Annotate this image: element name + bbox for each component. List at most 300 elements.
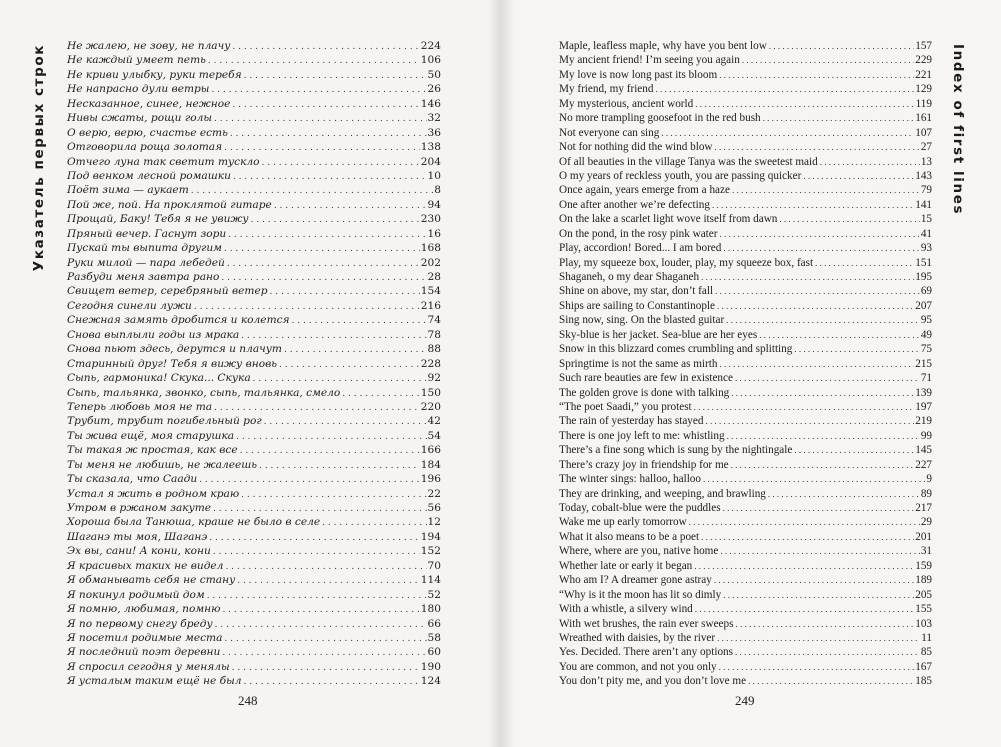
entry-page-number: 230 [420,213,441,226]
entry-page-number: 58 [427,631,441,644]
index-entry [559,241,932,255]
entry-first-line: Я посетил родимые места [67,631,223,644]
entry-page-number: 124 [420,675,441,688]
dot-leader [712,198,914,212]
dot-leader [759,328,920,342]
entry-first-line: Ты такая ж простая, как все [67,444,238,457]
index-entry [67,386,441,400]
index-entry [559,573,932,587]
entry-first-line: You are common, and not you only [559,660,717,673]
entry-page-number: 217 [915,502,932,514]
entry-first-line: Ты жива ещё, моя старушка [67,429,235,442]
index-entry [67,328,441,342]
index-entry [559,429,932,443]
dot-leader [224,632,426,646]
dot-leader [207,589,427,603]
index-entry [67,357,441,371]
index-entry [67,183,441,197]
index-entry [559,674,932,688]
entry-page-number: 89 [920,487,932,500]
right-page-number: 249 [735,693,755,708]
index-entry [67,97,441,111]
dot-leader [689,515,920,529]
entry-first-line: One after another we’re defecting [559,198,710,211]
index-entry [67,284,441,298]
dot-leader [695,602,914,616]
entry-first-line: Не каждый умеет петь [67,54,206,67]
entry-first-line: Пряный вечер. Гаснут зори [67,227,227,240]
entry-page-number: 227 [915,458,932,471]
entry-page-number: 85 [920,646,932,659]
dot-leader [232,40,419,54]
entry-page-number: 99 [920,429,932,442]
entry-first-line: On the lake a scarlet light wove itself from dawn [559,213,778,226]
dot-leader [253,372,427,386]
entry-first-line: Руки милой — пара лебедей [67,256,225,269]
dot-leader [230,127,427,141]
dot-leader [732,183,920,197]
entry-page-number: 74 [427,314,441,327]
dot-leader [720,544,919,558]
entry-page-number: 93 [920,242,932,255]
index-entry [67,530,441,544]
entry-first-line: You don’t pity me, and you don’t love me [559,675,747,688]
dot-leader [726,313,920,327]
index-entry [559,39,932,53]
entry-first-line: Нивы сжаты, рощи голы [67,112,212,125]
entry-first-line: Я помню, любимая, помню [67,603,221,616]
entry-page-number: 151 [915,256,932,269]
entry-first-line: Maple, leafless maple, why have you bent low [559,40,767,52]
dot-leader [735,617,914,631]
dot-leader [794,443,914,457]
dot-leader [236,430,426,444]
index-entry [67,414,441,428]
dot-leader [259,459,420,473]
entry-first-line: Yes. Decided. There aren’t any options [559,646,733,659]
index-entry [67,660,441,674]
index-entry [559,515,932,529]
entry-first-line: Хороша была Танюша, краше не было в селе [67,516,321,529]
dot-leader [719,357,914,371]
entry-first-line: Whether late or early it began [559,559,693,572]
entry-first-line: Shaganeh, o my dear Shaganeh [559,271,700,283]
entry-first-line: With a whistle, a silvery wind [559,603,693,616]
index-entry [559,458,932,472]
dot-leader [717,631,920,645]
dot-leader [221,271,426,285]
dot-leader [215,618,427,632]
entry-page-number: 224 [420,40,441,52]
left-page [0,0,500,747]
entry-first-line: Today, cobalt-blue were the puddles [559,502,721,514]
entry-first-line: They are drinking, and weeping, and brawling [559,487,766,500]
dot-leader [342,387,419,401]
entry-page-number: 166 [420,444,441,457]
dot-leader [274,199,427,213]
index-entry [559,386,932,400]
dot-leader [211,83,426,97]
entry-page-number: 194 [420,530,441,543]
index-entry [67,458,441,472]
entry-page-number: 201 [915,530,932,543]
index-entry [559,400,932,414]
entry-page-number: 154 [420,285,441,298]
entry-page-number: 221 [915,68,932,81]
entry-first-line: The golden grove is done with talking [559,386,730,399]
index-entry [67,256,441,270]
index-entry [559,559,932,573]
index-entry [67,429,441,443]
entry-first-line: Springtime is not the same as mirth [559,357,718,370]
index-entry [67,573,441,587]
entry-first-line: Шаганэ ты моя, Шаганэ [67,530,208,543]
entry-page-number: 189 [915,574,932,587]
index-entry [67,674,441,688]
dot-leader [227,257,420,271]
entry-page-number: 215 [915,357,932,370]
entry-page-number: 107 [915,126,932,139]
entry-first-line: Устал я жить в родном краю [67,487,240,500]
entry-page-number: 220 [420,400,441,413]
dot-leader [222,646,426,660]
entry-first-line: Sing now, sing. On the blasted guitar [559,314,725,327]
entry-page-number: 228 [420,357,441,370]
dot-leader [815,256,914,270]
dot-leader [742,53,914,67]
index-entry [67,140,441,154]
index-entry [559,313,932,327]
entry-page-number: 28 [427,271,441,283]
dot-leader [292,314,427,328]
index-entry [559,284,932,298]
index-entry [559,126,932,140]
entry-page-number: 88 [427,343,441,356]
entry-first-line: Не жалею, не зову, не плачу [67,40,231,52]
entry-page-number: 143 [915,169,932,182]
entry-first-line: Пой же, пой. На проклятой гитаре [67,198,272,211]
entry-first-line: Who am I? A dreamer gone astray [559,574,712,587]
entry-first-line: Сегодня синели лужи [67,299,192,312]
entry-first-line: Я усталым таким ещё не был [67,675,242,688]
index-entry [67,501,441,515]
dot-leader [262,156,420,170]
index-entry [559,256,932,270]
entry-page-number: 49 [920,328,932,341]
entry-page-number: 16 [427,227,441,240]
entry-first-line: Sky-blue is her jacket. Sea-blue are her eyes [559,328,758,341]
index-entry [559,111,932,125]
dot-leader [719,227,919,241]
dot-leader [222,603,419,617]
dot-leader [240,444,420,458]
index-entry [67,617,441,631]
entry-page-number: 152 [420,545,441,558]
entry-page-number: 66 [427,617,441,630]
dot-leader [194,300,420,314]
index-entry [559,443,932,457]
dot-leader [199,473,420,487]
entry-page-number: 22 [427,487,441,500]
index-entry [67,126,441,140]
index-entry [67,313,441,327]
entry-first-line: Ты меня не любишь, не жалеешь [67,458,258,471]
entry-first-line: My ancient friend! I’m seeing you again [559,54,740,67]
entry-page-number: 50 [427,68,441,81]
entry-page-number: 159 [915,559,932,572]
dot-leader [655,82,914,96]
entry-first-line: Старинный друг! Тебя я вижу вновь [67,357,278,370]
dot-leader [715,284,920,298]
dot-leader [731,458,915,472]
entry-first-line: Эх вы, сани! А кони, кони [67,545,211,558]
entry-first-line: Where, where are you, native home [559,545,719,558]
entry-page-number: 205 [915,588,932,601]
entry-page-number: 31 [920,545,932,558]
dot-leader [694,559,914,573]
index-entry [67,487,441,501]
entry-first-line: Отговорила роща золотая [67,141,223,154]
dot-leader [251,213,420,227]
index-entry [67,82,441,96]
dot-leader [731,386,914,400]
entry-page-number: 139 [915,386,932,399]
index-entry [67,443,441,457]
index-entry [559,371,932,385]
entry-page-number: 195 [915,271,932,283]
index-entry [559,198,932,212]
entry-page-number: 114 [420,574,441,587]
index-entry [67,371,441,385]
dot-leader [233,170,427,184]
entry-first-line: Прощай, Баку! Тебя я не увижу [67,213,249,226]
entry-page-number: 150 [420,386,441,399]
entry-first-line: No more trampling goosefoot in the red bush [559,112,761,125]
entry-first-line: Once again, years emerge from a haze [559,184,730,197]
index-entry [559,602,932,616]
entry-first-line: Поёт зима — аукает [67,184,189,197]
entry-first-line: Not everyone can sing [559,126,660,139]
entry-first-line: Я красивых таких не видел [67,559,224,572]
entry-page-number: 106 [420,54,441,67]
entry-first-line: My mysterious, ancient world [559,97,694,110]
entry-first-line: Snow in this blizzard comes crumbling and splitting [559,343,793,356]
index-entry [559,342,932,356]
dot-leader [714,573,914,587]
index-entry [67,342,441,356]
entry-first-line: Сыпь, тальянка, звонко, сыпь, тальянка, смело [67,386,341,399]
index-entry [67,559,441,573]
entry-page-number: 95 [920,314,932,327]
entry-first-line: Я по первому снегу бреду [67,617,213,630]
dot-leader [715,140,920,154]
entry-page-number: 204 [420,155,441,168]
entry-page-number: 119 [915,97,932,110]
index-entry [67,645,441,659]
entry-first-line: “Why is it the moon has lit so dimly [559,588,722,601]
dot-leader [244,69,427,83]
entry-first-line: Я последний поэт деревни [67,646,221,659]
dot-leader [214,112,427,126]
index-entry [559,530,932,544]
dot-leader [224,242,420,256]
entry-page-number: 78 [427,328,441,341]
entry-first-line: “The poet Saadi,” you protest [559,400,692,413]
dot-leader [768,487,920,501]
entry-page-number: 202 [420,256,441,269]
dot-leader [694,400,915,414]
entry-first-line: Пускай ты выпита другим [67,242,222,255]
dot-leader [322,516,426,530]
entry-page-number: 41 [920,227,932,240]
dot-leader [705,414,914,428]
index-entry [559,227,932,241]
index-entry [559,501,932,515]
entry-first-line: There’s crazy joy in friendship for me [559,458,729,471]
dot-leader [213,502,426,516]
entry-first-line: Утром в ржаном закуте [67,502,212,514]
entry-page-number: 138 [420,141,441,154]
dot-leader [723,501,915,515]
entry-page-number: 92 [427,372,441,385]
index-entry [559,588,932,602]
entry-page-number: 54 [427,429,441,442]
index-entry [559,82,932,96]
entry-page-number: 168 [420,242,441,255]
index-entry [559,660,932,674]
entry-page-number: 60 [427,646,441,659]
entry-first-line: Play, accordion! Bored... I am bored [559,242,722,255]
entry-page-number: 207 [915,299,932,312]
dot-leader [735,371,920,385]
dot-leader [232,661,420,675]
dot-leader [232,98,419,112]
index-entry [67,155,441,169]
left-page-side-title: Указатель первых строк [31,44,47,272]
entry-first-line: Wake me up early tomorrow [559,516,687,529]
entry-first-line: Such rare beauties are few in existence [559,372,733,385]
dot-leader [695,97,914,111]
dot-leader [748,674,914,688]
dot-leader [284,343,427,357]
index-entry [67,602,441,616]
entry-first-line: Теперь любовь моя не та [67,400,213,413]
index-entry [559,68,932,82]
entry-first-line: Я покинул родимый дом [67,588,205,601]
entry-page-number: 71 [920,372,932,385]
entry-page-number: 11 [921,631,932,644]
index-entry [559,617,932,631]
dot-leader [209,531,419,545]
dot-leader [270,285,420,299]
entry-page-number: 42 [427,415,441,428]
index-entry [559,212,932,226]
entry-first-line: The rain of yesterday has stayed [559,415,704,428]
index-entry [559,328,932,342]
entry-first-line: Трубит, трубит погибельный рог [67,415,262,428]
entry-page-number: 15 [920,213,932,226]
entry-page-number: 9 [926,473,932,486]
entry-page-number: 196 [420,473,441,486]
entry-page-number: 184 [420,458,441,471]
index-entry [67,53,441,67]
dot-leader [701,270,914,284]
index-entry [67,212,441,226]
dot-leader [241,488,426,502]
entry-first-line: O my years of reckless youth, you are passing quicker [559,169,802,182]
entry-page-number: 10 [427,169,441,182]
dot-leader [794,342,919,356]
index-entry [559,53,932,67]
index-entry [67,227,441,241]
entry-page-number: 36 [427,126,441,139]
entry-page-number: 75 [920,343,932,356]
entry-page-number: 94 [427,198,441,211]
index-entry [559,140,932,154]
entry-page-number: 185 [915,675,932,688]
entry-first-line: What it also means to be a poet [559,530,700,543]
dot-leader [191,184,434,198]
entry-page-number: 216 [420,299,441,312]
entry-page-number: 32 [427,112,441,125]
entry-page-number: 13 [920,155,932,168]
entry-first-line: Снова пьют здесь, дерутся и плачут [67,343,282,356]
entry-page-number: 103 [915,617,932,630]
entry-page-number: 145 [915,444,932,457]
dot-leader [213,545,420,559]
index-entry [67,299,441,313]
entry-page-number: 27 [920,141,932,154]
index-entry [559,645,932,659]
entry-first-line: My love is now long past its bloom [559,68,718,81]
entry-page-number: 52 [427,588,441,601]
entry-page-number: 69 [920,285,932,298]
index-entry [559,155,932,169]
entry-first-line: Снежная замять дробится и колется [67,314,290,327]
entry-page-number: 70 [427,559,441,572]
dot-leader [723,588,914,602]
dot-leader [241,329,426,343]
entry-page-number: 79 [920,184,932,197]
entry-page-number: 56 [427,502,441,514]
entry-first-line: Play, my squeeze box, louder, play, my squeeze box, fast [559,256,814,269]
entry-page-number: 129 [915,83,932,96]
index-entry [559,169,932,183]
dot-leader [723,241,919,255]
entry-first-line: Под венком лесной ромашки [67,169,231,182]
dot-leader [237,574,420,588]
dot-leader [225,560,426,574]
dot-leader [735,645,920,659]
entry-first-line: Снова выплыли годы из мрака [67,328,240,341]
dot-leader [727,429,920,443]
entry-first-line: My friend, my friend [559,83,654,96]
index-entry [67,169,441,183]
index-entry [559,270,932,284]
dot-leader [769,39,914,53]
entry-page-number: 197 [915,400,932,413]
dot-leader [719,660,915,674]
index-entry [67,68,441,82]
entry-first-line: Not for nothing did the wind blow [559,141,713,154]
left-page-number: 248 [238,693,258,708]
entry-first-line: Разбуди меня завтра рано [67,271,220,283]
entry-first-line: Ships are sailing to Constantinople [559,299,715,312]
index-entry [67,198,441,212]
entry-first-line: Я обманывать себя не стану [67,574,236,587]
entry-first-line: The winter sings: halloo, halloo [559,473,701,486]
dot-leader [214,401,420,415]
